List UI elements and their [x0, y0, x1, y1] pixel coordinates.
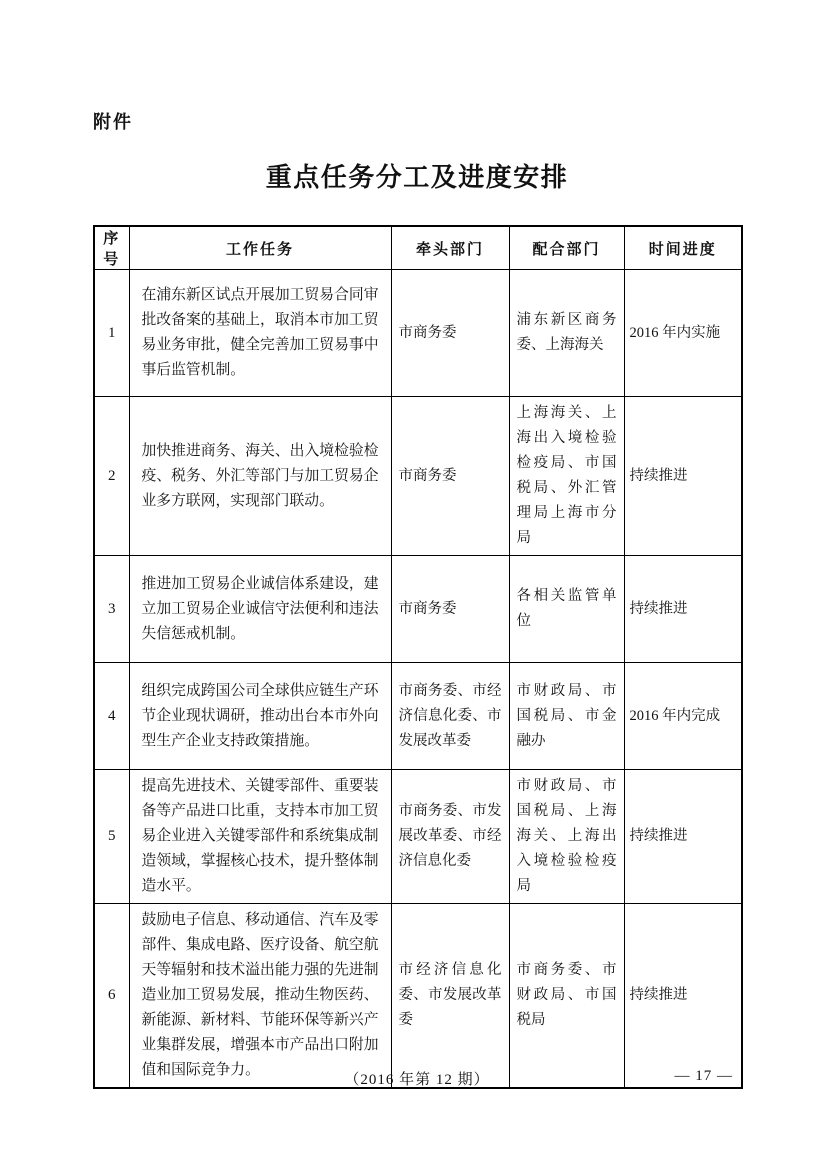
- table-row: [94, 770, 742, 904]
- header-support-dept: 配合部门: [509, 226, 624, 270]
- header-schedule: 时间进度: [624, 226, 742, 270]
- header-lead-dept: 牵头部门: [391, 226, 509, 270]
- table-row: [94, 270, 742, 397]
- lead-dept-cell: 市商务委: [391, 270, 509, 397]
- support-dept-cell: 各相关监管单位: [509, 556, 624, 663]
- row-number-cell: 1: [94, 270, 129, 397]
- schedule-cell: 持续推进: [624, 556, 742, 663]
- header-no: 序号: [94, 226, 129, 270]
- table-row: [94, 556, 742, 663]
- page-footer: [93, 1068, 741, 1092]
- lead-dept-cell: 市商务委、市发展改革委、市经济信息化委: [391, 770, 509, 904]
- table-row: [94, 663, 742, 770]
- lead-dept-cell: 市经济信息化委、市发展改革委: [391, 904, 509, 1089]
- task-cell: 推进加工贸易企业诚信体系建设，建立加工贸易企业诚信守法便利和违法失信惩戒机制。: [129, 556, 391, 663]
- support-dept-cell: 上海海关、上海出入境检验检疫局、市国税局、外汇管理局上海市分局: [509, 397, 624, 556]
- support-dept-cell: 市财政局、市国税局、上海海关、上海出入境检验检疫局: [509, 770, 624, 904]
- schedule-cell: 持续推进: [624, 904, 742, 1089]
- task-table: [93, 225, 743, 1089]
- row-number-cell: 5: [94, 770, 129, 904]
- task-cell: 加快推进商务、海关、出入境检验检疫、税务、外汇等部门与加工贸易企业多方联网，实现部门联动。: [129, 397, 391, 556]
- footer-issue-label: （2016 年第 12 期）: [344, 1072, 490, 1088]
- schedule-cell: 2016 年内完成: [624, 663, 742, 770]
- lead-dept-cell: 市商务委、市经济信息化委、市发展改革委: [391, 663, 509, 770]
- support-dept-cell: 浦东新区商务委、上海海关: [509, 270, 624, 397]
- task-cell: 在浦东新区试点开展加工贸易合同审批改备案的基础上，取消本市加工贸易业务审批，健全完善加工贸易事中事后监管机制。: [129, 270, 391, 397]
- task-cell: 鼓励电子信息、移动通信、汽车及零部件、集成电路、医疗设备、航空航天等辐射和技术溢出能力强的先进制造业加工贸易发展，推动生物医药、新能源、新材料、节能环保等新兴产业集群发展，增强本市产品出口附加值和国际竞争力。: [129, 904, 391, 1089]
- table-row: [94, 904, 742, 1089]
- schedule-cell: 持续推进: [624, 397, 742, 556]
- task-cell: 组织完成跨国公司全球供应链生产环节企业现状调研，推动出台本市外向型生产企业支持政策措施。: [129, 663, 391, 770]
- schedule-cell: 2016 年内实施: [624, 270, 742, 397]
- task-cell: 提高先进技术、关键零部件、重要装备等产品进口比重，支持本市加工贸易企业进入关键零部件和系统集成制造领域，掌握核心技术，提升整体制造水平。: [129, 770, 391, 904]
- attachment-label: 附件: [93, 112, 133, 132]
- page-title: 重点任务分工及进度安排: [265, 163, 569, 192]
- row-number-cell: 3: [94, 556, 129, 663]
- row-number-cell: 4: [94, 663, 129, 770]
- table-header-row: [94, 226, 742, 270]
- header-task: 工作任务: [129, 226, 391, 270]
- schedule-cell: 持续推进: [624, 770, 742, 904]
- support-dept-cell: 市商务委、市财政局、市国税局: [509, 904, 624, 1089]
- support-dept-cell: 市财政局、市国税局、市金融办: [509, 663, 624, 770]
- footer-page-number: — 17 —: [674, 1068, 733, 1084]
- table-row: [94, 397, 742, 556]
- row-number-cell: 2: [94, 397, 129, 556]
- lead-dept-cell: 市商务委: [391, 397, 509, 556]
- row-number-cell: 6: [94, 904, 129, 1089]
- lead-dept-cell: 市商务委: [391, 556, 509, 663]
